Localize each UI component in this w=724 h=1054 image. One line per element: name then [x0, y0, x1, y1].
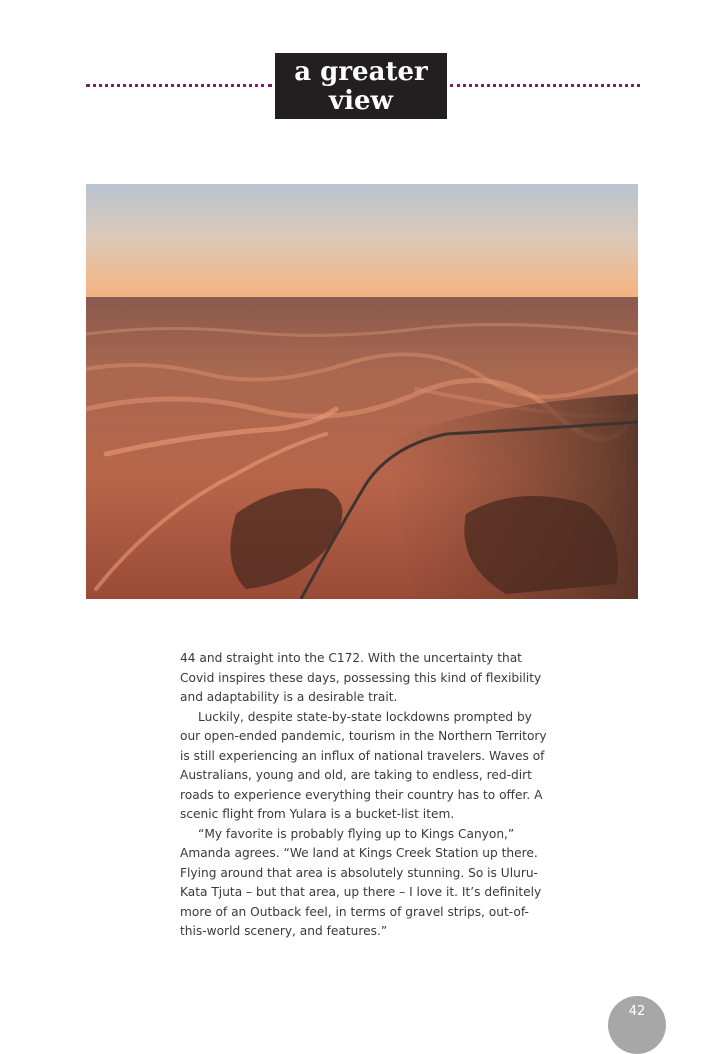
section-title — [275, 53, 447, 119]
section-title-line1: a greater — [294, 57, 428, 87]
page-number-badge: 42 — [608, 996, 666, 1054]
aerial-desert-photo — [86, 184, 638, 599]
dotted-rule-right — [450, 84, 640, 87]
article-paragraph-1: 44 and straight into the C172. With the uncertainty that Covid inspires these days, possessing this kind of flexibility and adaptability is a desirable trait. — [180, 651, 542, 704]
section-title-line2: view — [329, 86, 393, 116]
article-body — [180, 649, 550, 942]
article-paragraph-3: “My favorite is probably flying up to Kings Canyon,” Amanda agrees. “We land at Kings Creek Station up there. Flying around that area is absolutely stunning. So is Uluru-Kata Tjuta – but that area, up there – I love it. It’s definitely more of an Outback feel, in terms of gravel strips, out-of-this-world scenery, and features.” — [180, 826, 542, 938]
article-paragraph-2: Luckily, despite state-by-state lockdowns prompted by our open-ended pandemic, tourism in the Northern Territory is still experiencing an influx of national travelers. Waves of Australians, young and old, are taking to endless, red-dirt roads to experience everything their country has to offer. A scenic flight from Yulara is a bucket-list item. — [180, 709, 547, 821]
dotted-rule-left — [86, 84, 272, 87]
